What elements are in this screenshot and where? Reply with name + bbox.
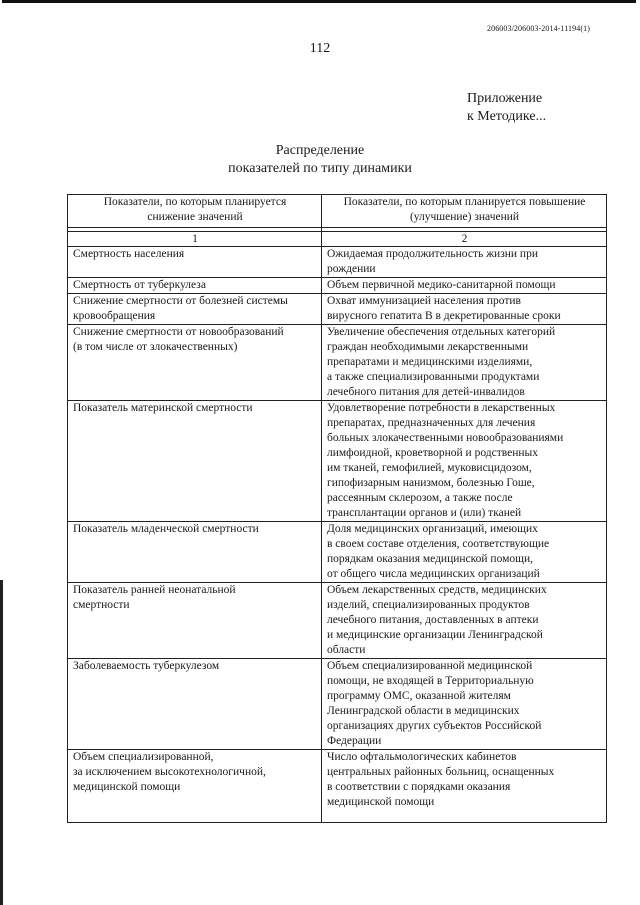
header-increase: Показатели, по которым планируется повышение (улучшение) значений [322, 195, 607, 228]
row-left-cell: Показатель младенческой смертности [68, 522, 322, 583]
appendix-label [467, 90, 546, 126]
title-line-1: Распределение [275, 143, 365, 158]
row-left-cell: Снижение смертности от новообразований (в том числе от злокачественных) [68, 325, 322, 401]
column-number-1: 1 [68, 232, 322, 247]
row-left-cell: Смертность от туберкулеза [68, 278, 322, 294]
table-row [68, 401, 607, 522]
top-scan-edge [2, 0, 636, 3]
row-left-cell: Смертность населения [68, 247, 322, 278]
row-right-cell: Удовлетворение потребности в лекарственных препаратах, предназначенных для лечения больных злокачественными новообразованиями лимфоидной, кроветворной и родственных им тканей, гемофилией, муковисцидозом, гипофизарным нанизмом, болезнью Гоше, рассеянным склерозом, а также после трансплантации органов и (или) тканей [322, 401, 607, 522]
row-right-cell: Доля медицинских организаций, имеющих в своем составе отделения, соответствующие порядкам оказания медицинской помощи, от общего числа медицинских организаций [322, 522, 607, 583]
table-row [68, 659, 607, 750]
appendix-line-1: Приложение [467, 91, 543, 106]
column-number-2: 2 [322, 232, 607, 247]
row-left-cell: Снижение смертности от болезней системы кровообращения [68, 294, 322, 325]
column-number-row [68, 232, 607, 247]
left-scan-edge [0, 580, 3, 905]
table-row [68, 522, 607, 583]
table-row [68, 750, 607, 823]
table-row [68, 583, 607, 659]
row-left-cell: Заболеваемость туберкулезом [68, 659, 322, 750]
title-line-2: показателей по типу динамики [228, 161, 412, 176]
row-right-cell: Число офтальмологических кабинетов центральных районных больниц, оснащенных в соответствии с порядками оказания медицинской помощи [322, 750, 607, 823]
row-left-cell: Объем специализированной, за исключением высокотехнологичной, медицинской помощи [68, 750, 322, 823]
table-row [68, 247, 607, 278]
document-id: 206003/206003-2014-11194(1) [487, 24, 590, 33]
table-row [68, 294, 607, 325]
document-title [0, 142, 640, 178]
indicators-table [67, 194, 607, 823]
row-right-cell: Увеличение обеспечения отдельных категорий граждан необходимыми лекарственными препаратами и медицинскими изделиями, а также специализированными продуктами лечебного питания для детей-инвалидов [322, 325, 607, 401]
table-header-row [68, 195, 607, 228]
row-right-cell: Охват иммунизацией населения против вирусного гепатита В в декретированные сроки [322, 294, 607, 325]
row-left-cell: Показатель ранней неонатальной смертности [68, 583, 322, 659]
page-number: 112 [309, 41, 331, 56]
header-decrease: Показатели, по которым планируется снижение значений [68, 195, 322, 228]
table-row [68, 325, 607, 401]
row-right-cell: Объем лекарственных средств, медицинских изделий, специализированных продуктов лечебного питания, доставленных в аптеки и медицинские организации Ленинградской области [322, 583, 607, 659]
row-right-cell: Объем специализированной медицинской помощи, не входящей в Территориальную программу ОМС, оказанной жителям Ленинградской области в медицинских организациях других субъектов Российской Федерации [322, 659, 607, 750]
row-right-cell: Ожидаемая продолжительность жизни при рождении [322, 247, 607, 278]
row-right-cell: Объем первичной медико-санитарной помощи [322, 278, 607, 294]
table-row [68, 278, 607, 294]
appendix-line-2: к Методике... [467, 109, 547, 124]
row-left-cell: Показатель материнской смертности [68, 401, 322, 522]
